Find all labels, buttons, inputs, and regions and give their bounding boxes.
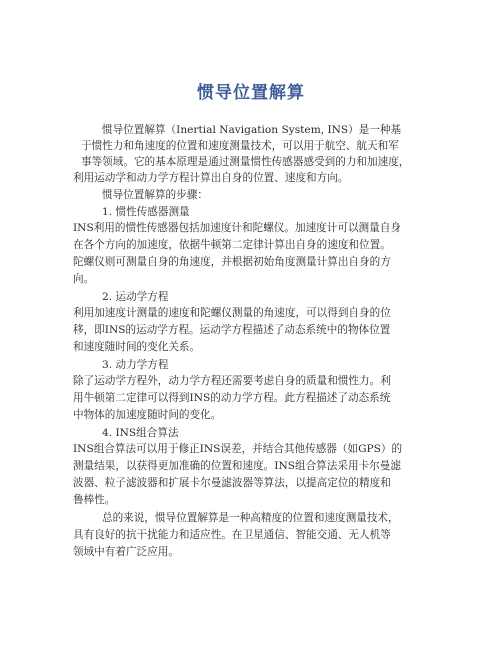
paragraph-line: 用牛顿第二定律可以得到INS的动力学方程。此方程描述了动态系统 xyxy=(73,392,391,404)
paragraph-line: 惯导位置解算（Inertial Navigation System, INS）是一种基 xyxy=(102,124,402,136)
paragraph-line: 和速度随时间的变化关系。 xyxy=(73,341,201,353)
section-heading: 4. INS组合算法 xyxy=(102,427,179,439)
paragraph-line: 利用加速度计测量的速度和陀螺仪测量的角速度，可以得到自身的位 xyxy=(73,307,391,319)
paragraph-line: 波器、粒子滤波器和扩展卡尔曼滤波器等算法，以提高定位的精度和 xyxy=(73,477,391,489)
paragraph-line: 具有良好的抗干扰能力和适应性。在卫星通信、智能交通、无人机等 xyxy=(73,529,391,541)
paragraph-line: 中物体的加速度随时间的变化。 xyxy=(73,409,222,421)
document-title: 惯导位置解算 xyxy=(197,83,305,103)
paragraph-line: 总的来说，惯导位置解算是一种高精度的位置和速度测量技术， xyxy=(102,512,399,524)
paragraph-line: INS组合算法可以用于修正INS误差，并结合其他传感器（如GPS）的 xyxy=(73,443,403,455)
paragraph-line: INS利用的惯性传感器包括加速度计和陀螺仪。加速度计可以测量自身 xyxy=(73,222,401,234)
paragraph-line: 陀螺仪则可测量自身的角速度，并根据初始角度测量计算出自身的方 xyxy=(73,256,391,268)
paragraph-line: 于惯性力和角速度的位置和速度测量技术，可以用于航空、航天和军 xyxy=(81,140,399,152)
paragraph-line: 在各个方向的加速度，依据牛顿第二定律计算出自身的速度和位置。 xyxy=(73,239,391,251)
section-heading: 1. 惯性传感器测量 xyxy=(102,206,190,218)
paragraph-line: 领域中有着广泛应用。 xyxy=(73,546,179,558)
section-heading: 2. 运动学方程 xyxy=(102,291,169,303)
paragraph-line: 测量结果，以获得更加准确的位置和速度。INS组合算法采用卡尔曼滤 xyxy=(73,460,401,472)
paragraph-line: 事等领域。它的基本原理是通过测量惯性传感器感受到的力和加速度， xyxy=(81,156,410,168)
section-heading: 3. 动力学方程 xyxy=(102,359,169,371)
paragraph-line: 惯导位置解算的步骤： xyxy=(102,189,208,201)
paragraph-line: 向。 xyxy=(73,273,95,285)
paragraph-line: 利用运动学和动力学方程计算出自身的位置、速度和方向。 xyxy=(73,172,349,184)
paragraph-line: 移，即INS的运动学方程。运动学方程描述了动态系统中的物体位置 xyxy=(73,324,391,336)
paragraph-line: 除了运动学方程外，动力学方程还需要考虑自身的质量和惯性力。利 xyxy=(73,375,391,387)
paragraph-line: 鲁棒性。 xyxy=(73,494,116,506)
